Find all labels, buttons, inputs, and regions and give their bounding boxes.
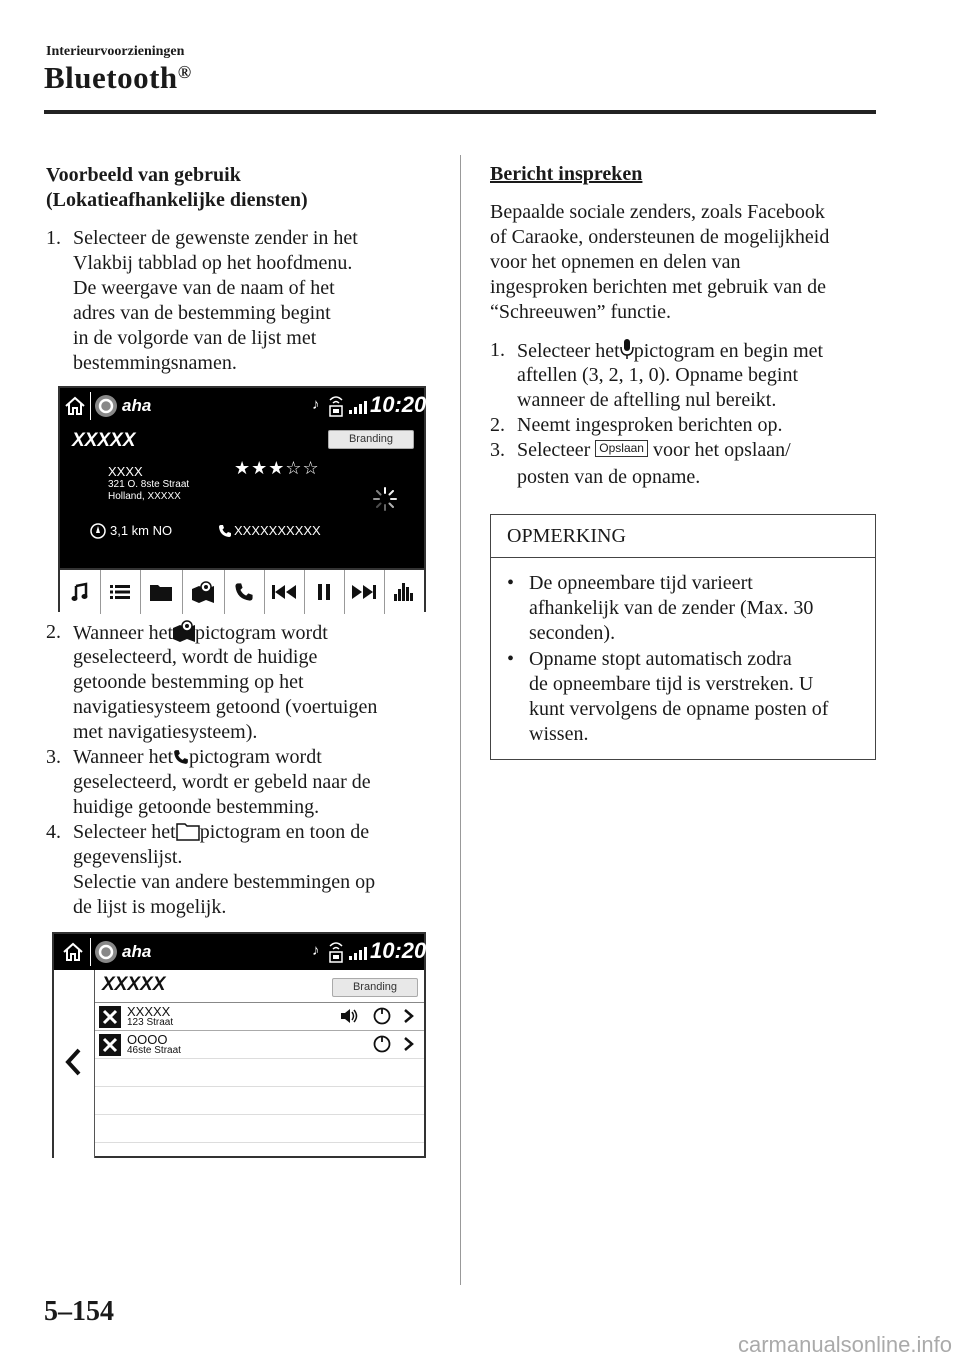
step-number: 2. <box>46 621 61 643</box>
step-number: 1. <box>46 227 61 249</box>
step-text: pictogram en toon de <box>199 821 370 843</box>
bullet: • <box>507 648 515 670</box>
section-label: Interieurvoorzieningen <box>46 44 185 59</box>
step-number: 2. <box>490 414 505 436</box>
step-line: navigatiesysteem getoond (voertuigen <box>73 696 378 718</box>
chevron-right-icon[interactable] <box>403 1008 415 1024</box>
equalizer-tab[interactable] <box>384 570 424 614</box>
map-destination-icon <box>173 620 195 642</box>
right-heading: Bericht inspreken <box>490 163 643 185</box>
screen-status-bar <box>60 388 427 424</box>
wifi-phone-icon <box>326 939 346 965</box>
row-divider <box>95 1142 424 1143</box>
folder-icon <box>150 583 172 601</box>
right-step-3 <box>490 438 880 490</box>
step-line: aftellen (3, 2, 1, 0). Opname begint <box>517 364 799 386</box>
next-tab[interactable] <box>344 570 385 614</box>
intro-line: Bepaalde sociale zenders, zoals Facebook <box>490 201 825 223</box>
note-line: afhankelijk van de zender (Max. 30 <box>529 597 814 619</box>
left-step-1 <box>46 226 446 386</box>
step-line-first <box>517 438 791 463</box>
aha-now-playing-screen <box>58 386 426 612</box>
phone-icon <box>234 582 254 602</box>
signal-icon <box>349 400 369 414</box>
screen-status-bar <box>54 934 427 970</box>
app-name: aha <box>122 396 152 415</box>
bullet-text <box>507 571 867 646</box>
aha-logo-icon <box>94 394 118 418</box>
step-text: pictogram en begin met <box>633 340 824 362</box>
step-line: Selecteer de gewenste zender in het <box>73 227 358 249</box>
note-line: seconden). <box>529 622 616 644</box>
phone-small-icon <box>218 524 232 538</box>
map-tab[interactable] <box>182 570 225 614</box>
map-destination-icon <box>192 581 214 603</box>
note-line: kunt vervolgens de opname posten of <box>529 698 829 720</box>
list-icon <box>110 584 130 600</box>
column-divider <box>460 155 461 1285</box>
step-line: bestemmingsnamen. <box>73 352 237 374</box>
note-header <box>491 515 875 558</box>
step-line: in de volgorde van de lijst met <box>73 327 317 349</box>
step-line-first <box>517 338 823 364</box>
station-name: XXXXX <box>102 974 166 995</box>
registered-mark: ® <box>177 62 192 82</box>
row-divider <box>95 1058 424 1059</box>
row-address: 123 Straat <box>127 1017 174 1028</box>
info-icon[interactable] <box>373 1035 391 1053</box>
bullet-text <box>507 647 867 747</box>
step-line: Vlakbij tabblad op het hoofdmenu. <box>73 252 353 274</box>
intro-line: of Caraoke, ondersteunen de mogelijkheid <box>490 226 830 248</box>
destination-address1: 321 O. 8ste Straat <box>108 479 190 490</box>
row-name: XXXXX <box>127 1004 171 1019</box>
page-title-text: Bluetooth <box>44 60 178 95</box>
left-heading-line2: (Lokatieafhankelijke diensten) <box>46 189 308 211</box>
screen-toolbar <box>60 568 424 614</box>
step-text: Selecteer het <box>517 340 620 362</box>
row-divider <box>95 1114 424 1115</box>
phone-number: XXXXXXXXXX <box>234 523 321 538</box>
home-icon[interactable] <box>62 942 84 962</box>
chevron-right-icon[interactable] <box>403 1036 415 1052</box>
skip-forward-icon <box>352 584 376 600</box>
equalizer-icon <box>394 583 414 601</box>
delete-icon[interactable] <box>99 1006 121 1028</box>
compass-icon <box>90 523 106 539</box>
step-text: voor het opslaan/ <box>652 439 791 461</box>
intro-line: ingesproken berichten met gebruik van de <box>490 276 826 298</box>
call-tab[interactable] <box>224 570 265 614</box>
left-step-3 <box>46 745 446 820</box>
separator <box>90 938 91 966</box>
aha-destination-list-screen <box>52 932 426 1158</box>
opslaan-button[interactable]: Opslaan <box>595 440 648 457</box>
list-tab[interactable] <box>100 570 141 614</box>
note-box <box>490 514 876 760</box>
note-line: wissen. <box>529 723 589 745</box>
watermark: carmanualsonline.info <box>737 1332 952 1357</box>
step-line: gegevenslijst. <box>73 846 183 868</box>
station-name: XXXXX <box>72 430 136 451</box>
branding-badge: Branding <box>332 978 418 997</box>
step-line: wanneer de aftelling nul bereikt. <box>517 389 777 411</box>
music-note-icon: ♪ <box>312 942 320 959</box>
clock: 10:20 <box>370 938 427 963</box>
destination-address2: Holland, XXXXX <box>108 491 181 502</box>
destination-name: XXXX <box>108 464 143 479</box>
microphone-icon <box>620 338 634 360</box>
intro-line: “Schreeuwen” functie. <box>490 301 672 323</box>
step-text: Selecteer het <box>73 821 176 843</box>
music-icon <box>71 582 89 602</box>
right-step-2 <box>490 413 880 438</box>
previous-tab[interactable] <box>264 570 305 614</box>
folder-outline-icon <box>176 821 200 841</box>
star-empty: ☆☆ <box>285 458 320 478</box>
info-icon[interactable] <box>373 1007 391 1025</box>
step-number: 3. <box>490 439 505 461</box>
step-line: huidige getoonde bestemming. <box>73 796 320 818</box>
loading-spinner-icon <box>372 486 398 512</box>
folder-tab[interactable] <box>140 570 183 614</box>
step-number: 3. <box>46 746 61 768</box>
star-rating[interactable] <box>234 458 320 479</box>
right-intro <box>490 200 880 325</box>
page-number: 5–154 <box>44 1296 114 1327</box>
back-button[interactable] <box>54 970 95 1158</box>
chevron-left-icon <box>64 1048 82 1076</box>
pause-tab[interactable] <box>304 570 345 614</box>
step-line: De weergave van de naam of het <box>73 277 335 299</box>
distance-text: 3,1 km NO <box>110 523 173 538</box>
star-filled: ★★★ <box>234 458 286 478</box>
separator <box>90 392 91 420</box>
step-text: Wanneer het <box>73 622 173 644</box>
step-line-first <box>73 745 322 770</box>
row-address: 46ste Straat <box>127 1045 181 1056</box>
header-rule <box>44 110 876 114</box>
step-line: geselecteerd, wordt er gebeld naar de <box>73 771 371 793</box>
note-bullet-2 <box>507 647 867 747</box>
step-line-first <box>73 620 328 646</box>
intro-line: voor het opnemen en delen van <box>490 251 741 273</box>
step-line: getoonde bestemming op het <box>73 671 304 693</box>
app-name: aha <box>122 942 152 961</box>
left-step-2 <box>46 620 446 745</box>
step-text: Wanneer het <box>73 746 173 768</box>
note-title: OPMERKING <box>507 525 626 547</box>
wifi-phone-icon <box>326 393 346 419</box>
bullet: • <box>507 572 515 594</box>
music-tab[interactable] <box>60 570 101 614</box>
left-step-4 <box>46 820 446 920</box>
step-text: pictogram wordt <box>195 622 328 644</box>
note-bullet-1 <box>507 571 867 646</box>
phone-icon <box>173 748 189 766</box>
step-line-first <box>73 820 369 845</box>
speaker-icon <box>341 1008 359 1024</box>
step-line: geselecteerd, wordt de huidige <box>73 646 318 668</box>
step-line: Neemt ingesproken berichten op. <box>517 414 783 436</box>
note-line: De opneembare tijd varieert <box>529 572 753 594</box>
right-step-1 <box>490 338 880 413</box>
step-text: pictogram wordt <box>189 746 322 768</box>
destination-row[interactable] <box>95 1003 424 1030</box>
step-line: de lijst is mogelijk. <box>73 896 227 918</box>
skip-back-icon <box>272 584 296 600</box>
row-divider <box>95 1086 424 1087</box>
step-line: posten van de opname. <box>517 466 701 488</box>
note-line: de opneembare tijd is verstreken. U <box>529 673 814 695</box>
delete-icon[interactable] <box>99 1034 121 1056</box>
step-number: 4. <box>46 821 61 843</box>
row-name: OOOO <box>127 1032 168 1047</box>
step-line: met navigatiesysteem). <box>73 721 258 743</box>
step-line: adres van de bestemming begint <box>73 302 331 324</box>
step-number: 1. <box>490 339 505 361</box>
note-line: Opname stopt automatisch zodra <box>529 648 792 670</box>
pause-icon <box>318 584 330 600</box>
page-title <box>44 60 192 96</box>
step-text: Selecteer <box>517 439 591 461</box>
clock: 10:20 <box>370 392 427 417</box>
destination-row[interactable] <box>95 1031 424 1058</box>
left-heading-line1: Voorbeeld van gebruik <box>46 164 241 186</box>
music-note-icon: ♪ <box>312 396 320 413</box>
step-line: Selectie van andere bestemmingen op <box>73 871 376 893</box>
signal-icon <box>349 946 369 960</box>
aha-logo-icon <box>94 940 118 964</box>
branding-badge: Branding <box>328 430 414 449</box>
home-icon[interactable] <box>64 396 86 416</box>
